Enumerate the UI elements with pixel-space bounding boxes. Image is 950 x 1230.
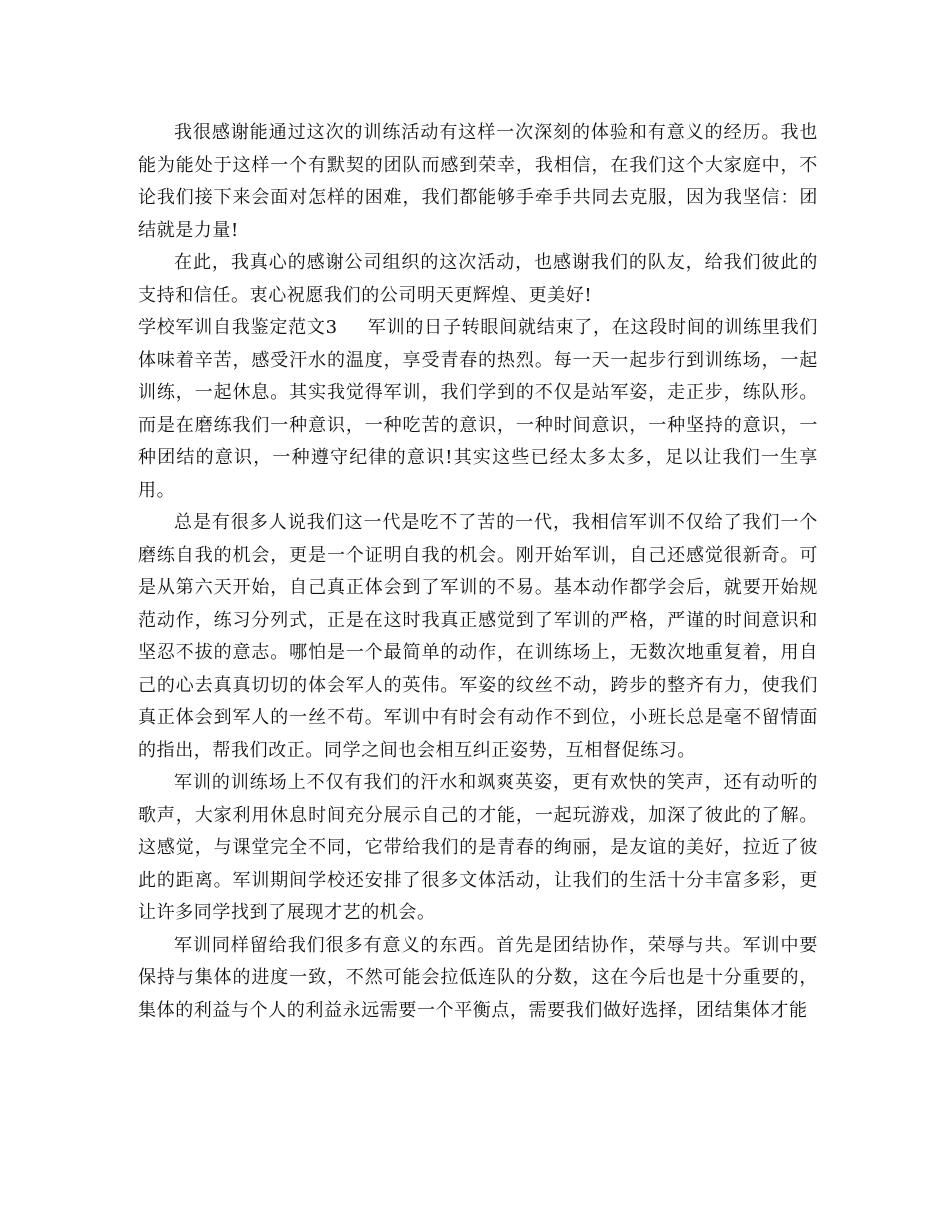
paragraph-training-experience: 总是有很多人说我们这一代是吃不了苦的一代，我相信军训不仅给了我们一个磨练自我的机会，更是一个证明自我的机会。刚开始军训，自己还感觉很新奇。可是从第六天开始，自己真正体会到了军训的不易。基本动作都学会后，就要开始规范动作，练习分列式，正是在这时我真正感觉到了军训的严格，严谨的时间意识和坚忍不拔的意志。哪怕是一个最简单的动作，在训练场上，无数次地重复着，用自己的心去真真切切的体会军人的英伟。军姿的纹丝不动，跨步的整齐有力，使我们真正体会到军人的一丝不苟。军训中有时会有动作不到位，小班长总是毫不留情面的指出，帮我们改正。同学之间也会相互纠正姿势，互相督促练习。 [138,512,818,761]
paragraph-gratitude: 我很感谢能通过这次的训练活动有这样一次深刻的体验和有意义的经历。我也能为能处于这样一个有默契的团队而感到荣幸，我相信，在我们这个大家庭中，不论我们接下来会面对怎样的困难，我们都能够手牵手共同去克服，因为我坚信：团结就是力量! [138,122,818,241]
paragraph-training-lessons: 军训同样留给我们很多有意义的东西。首先是团结协作，荣辱与共。军训中要保持与集体的进度一致，不然可能会拉低连队的分数，这在今后也是十分重要的，集体的利益与个人的利益永远需要一个平衡点，需要我们做好选择，团结集体才能 [138,934,818,1021]
paragraph-training-joy: 军训的训练场上不仅有我们的汗水和飒爽英姿，更有欢快的笑声，还有动听的歌声，大家利用休息时间充分展示自己的才能，一起玩游戏，加深了彼此的了解。这感觉，与课堂完全不同，它带给我们的是青春的绚丽，是友谊的美好，拉近了彼此的距离。军训期间学校还安排了很多文体活动，让我们的生活十分丰富多彩，更让许多同学找到了展现才艺的机会。 [138,772,818,923]
section-first-paragraph [138,312,818,507]
section-title: 学校军训自我鉴定范文3 [138,317,338,338]
section-intro-text: 军训的日子转眼间就结束了，在这段时间的训练里我们体味着辛苦，感受汗水的温度，享受青春的热烈。每一天一起步行到训练场，一起训练，一起休息。其实我觉得军训，我们学到的不仅是站军姿，走正步，练队形。而是在磨练我们一种意识，一种吃苦的意识，一种时间意识，一种坚持的意识，一种团结的意识，一种遵守纪律的意识!其实这些已经太多太多，足以让我们一生享用。 [138,317,818,501]
paragraph-thanks: 在此，我真心的感谢公司组织的这次活动，也感谢我们的队友，给我们彼此的支持和信任。衷心祝愿我们的公司明天更辉煌、更美好! [138,252,818,306]
document-body [138,117,818,1027]
